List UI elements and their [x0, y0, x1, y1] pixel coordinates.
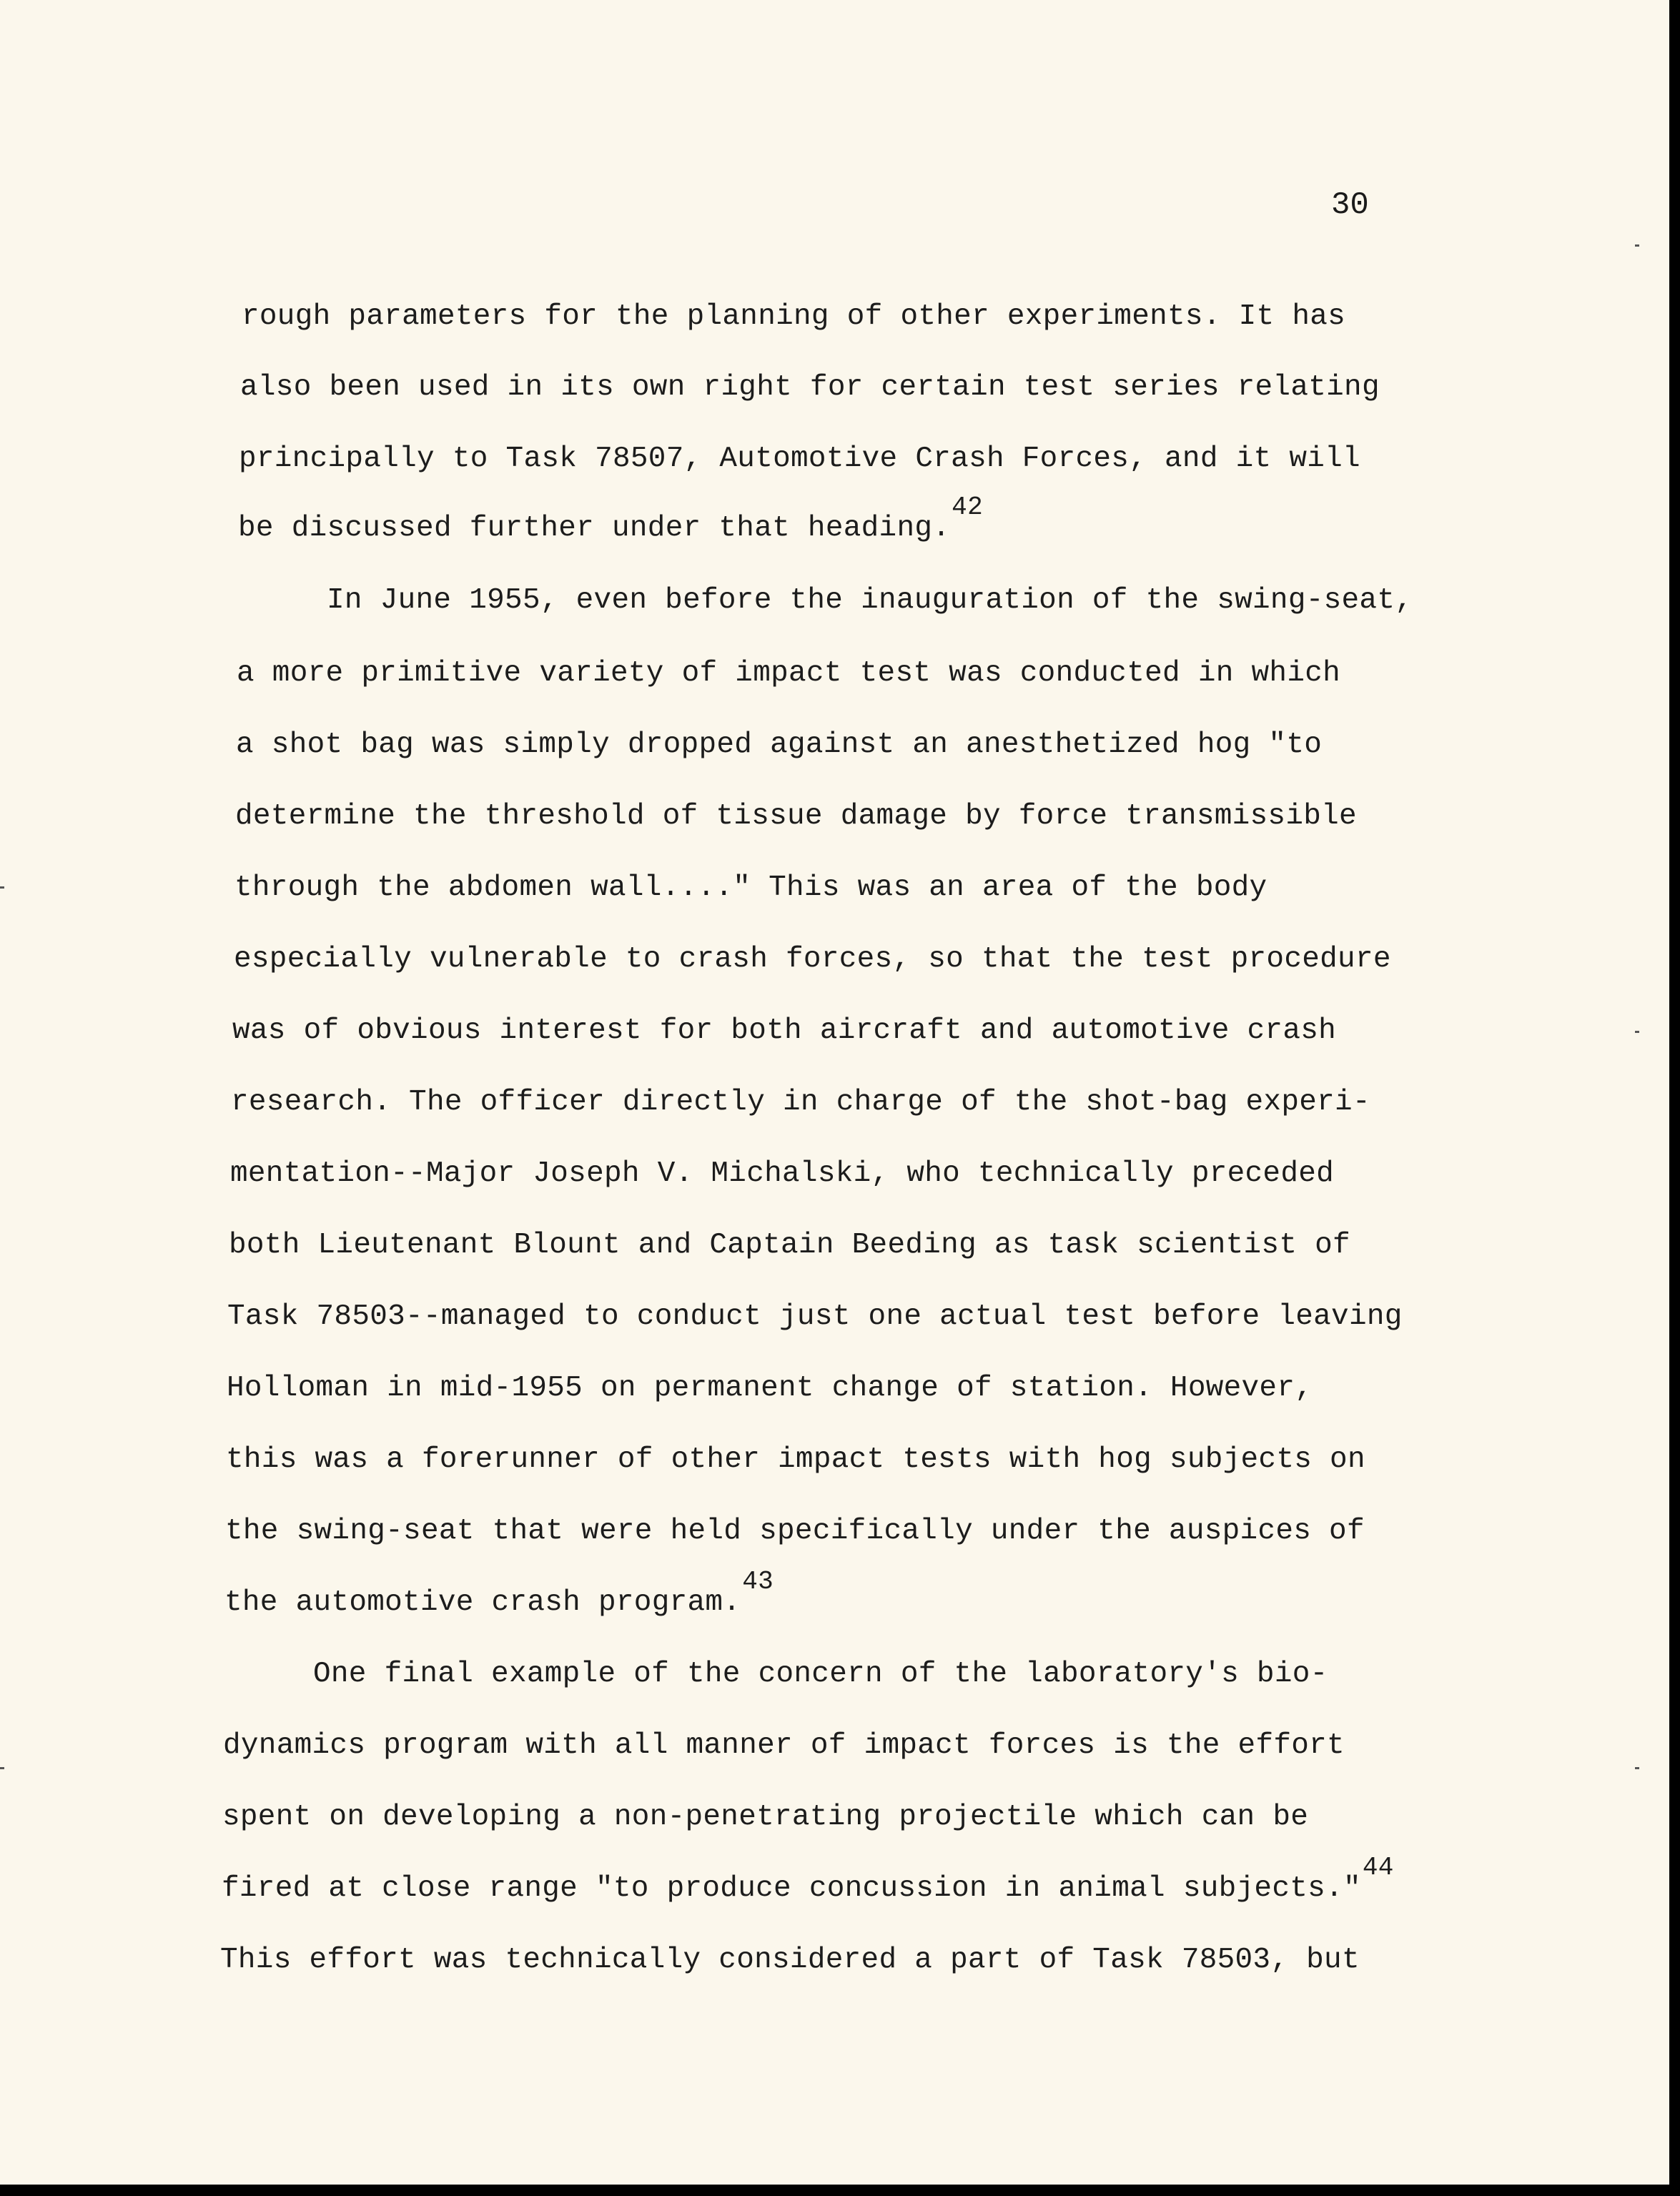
margin-mark [1635, 244, 1639, 247]
scan-border-bottom [0, 2185, 1680, 2196]
text-line-7: a shot bag was simply dropped against an anesthetized hog "to [236, 728, 1323, 761]
footnote-ref-42: 42 [952, 493, 983, 522]
text-line-15: Task 78503--managed to conduct just one actual test before leaving [227, 1300, 1403, 1333]
text-line-11: was of obvious interest for both aircraft and automotive crash [232, 1014, 1337, 1047]
text-line-17: this was a forerunner of other impact tests with hog subjects on [226, 1443, 1365, 1476]
text-line-21: dynamics program with all manner of impact forces is the effort [223, 1729, 1345, 1762]
text-line-2: also been used in its own right for certain test series relating [240, 371, 1380, 404]
text-line-16: Holloman in mid-1955 on permanent change of station. However, [227, 1372, 1313, 1405]
text-line-6: a more primitive variety of impact test was conducted in which [237, 657, 1341, 690]
text-line-18: the swing-seat that were held specifically under the auspices of [225, 1515, 1365, 1548]
text-line-5: In June 1955, even before the inauguration of the swing-seat, [327, 584, 1413, 617]
text-line-12: research. The officer directly in charge of the shot-bag experi- [231, 1086, 1370, 1119]
text-line-1: rough parameters for the planning of other experiments. It has [242, 300, 1346, 333]
text-line-20: One final example of the concern of the laboratory's bio- [313, 1658, 1328, 1691]
text-line-22: spent on developing a non-penetrating projectile which can be [222, 1801, 1309, 1834]
page-number: 30 [1331, 187, 1369, 223]
text-line-14: both Lieutenant Blount and Captain Beeding as task scientist of [229, 1229, 1350, 1262]
text-line-9: through the abdomen wall...." This was an area of the body [234, 871, 1268, 904]
margin-mark [0, 1767, 4, 1769]
margin-mark [1635, 1031, 1639, 1033]
text-line-3: principally to Task 78507, Automotive Crash Forces, and it will [239, 442, 1360, 475]
margin-mark [1635, 1767, 1639, 1769]
scan-border-right [1669, 0, 1680, 2196]
text-line-8: determine the threshold of tissue damage by force transmissible [235, 800, 1357, 833]
text-line-24: This effort was technically considered a part of Task 78503, but [220, 1944, 1360, 1977]
margin-mark [0, 886, 4, 889]
footnote-ref-43: 43 [742, 1567, 774, 1596]
text-line-23: fired at close range "to produce concussion in animal subjects."$^{44}$ [222, 1853, 1394, 1905]
text-line-13: mentation--Major Joseph V. Michalski, who technically preceded [230, 1157, 1335, 1190]
text-line-10: especially vulnerable to crash forces, so that the test procedure [234, 943, 1391, 976]
footnote-ref-44: 44 [1362, 1853, 1394, 1882]
text-line-19: the automotive crash program.$^{43}$ [224, 1567, 774, 1619]
text-line-4: be discussed further under that heading.$^{42}$ [238, 493, 983, 545]
